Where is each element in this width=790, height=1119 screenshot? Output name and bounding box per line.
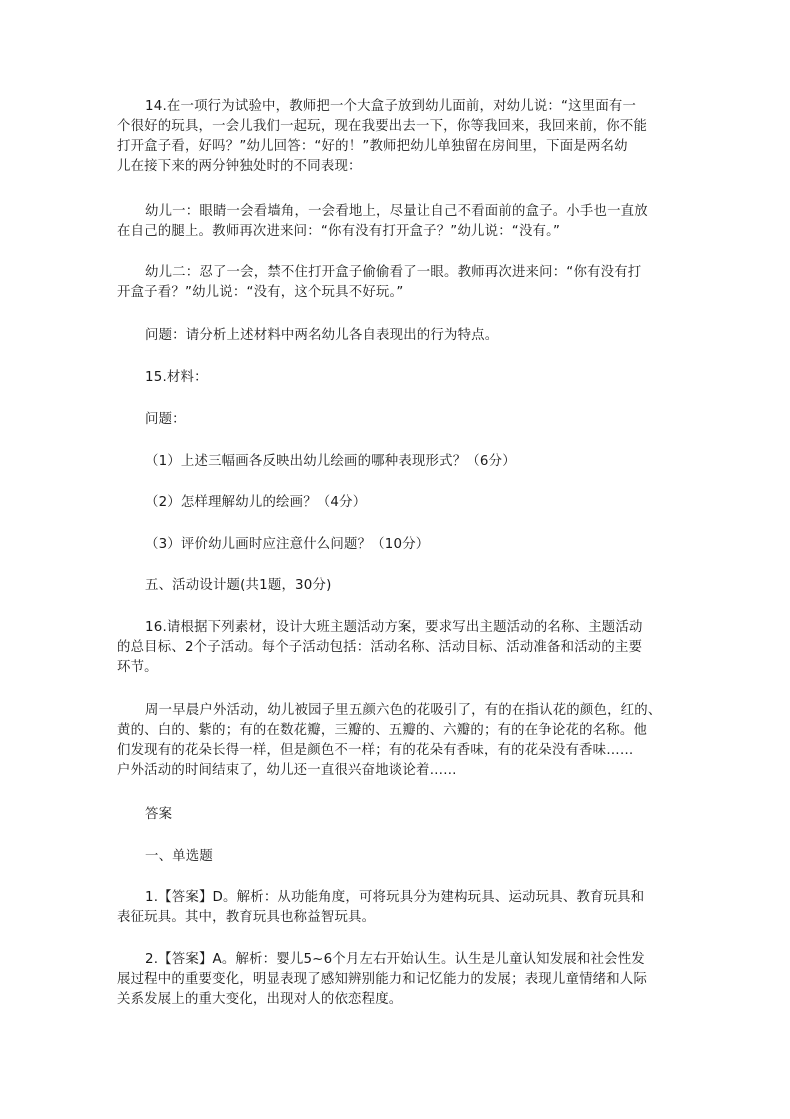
text-line: 打开盒子看，好吗？”幼儿回答：“好的！”教师把幼儿单独留在房间里，下面是两名幼 [117, 139, 628, 154]
text-line: 14.在一项行为试验中，教师把一个大盒子放到幼儿面前，对幼儿说：“这里面有一 [145, 99, 637, 114]
text-line: 的总目标、2个子活动。每个子活动包括：活动名称、活动目标、活动准备和活动的主要 [117, 640, 643, 655]
answer-2 [117, 950, 677, 1010]
answers-heading: 答案 [145, 807, 173, 822]
text-line: 幼儿一：眼睛一会看墙角，一会看地上，尽量让自己不看面前的盒子。小手也一直放 [145, 204, 648, 219]
text-line: 1.【答案】D。解析：从功能角度，可将玩具分为建构玩具、运动玩具、教育玩具和 [145, 890, 645, 905]
text-line: 2.【答案】A。解析：婴儿5~6个月左右开始认生。认生是儿童认知发展和社会性发 [145, 952, 645, 967]
question-15-sub-1: （1）上述三幅画各反映出幼儿绘画的哪种表现形式？（6分） [145, 454, 516, 469]
question-14-prompt [117, 97, 677, 177]
text-line: 开盒子看？”幼儿说：“没有，这个玩具不好玩。” [117, 285, 404, 300]
text-line: 展过程中的重要变化，明显表现了感知辨别能力和记忆能力的发展；表现儿童情绪和人际 [117, 972, 648, 987]
text-line: 黄的、白的、紫的；有的在数花瓣，三瓣的、五瓣的、六瓣的；有的在争论花的名称。他 [117, 723, 648, 738]
text-line: 周一早晨户外活动，幼儿被园子里五颜六色的花吸引了，有的在指认花的颜色，红的、 [145, 703, 662, 718]
text-line: 在自己的腿上。教师再次进来问：“你有没有打开盒子？”幼儿说：“没有。” [117, 224, 561, 239]
text-line: 16.请根据下列素材，设计大班主题活动方案，要求写出主题活动的名称、主题活动 [145, 620, 643, 635]
question-15-sub-2: （2）怎样理解幼儿的绘画？（4分） [145, 495, 367, 510]
question-14-child-one [117, 202, 677, 242]
text-line: 个很好的玩具，一会儿我们一起玩，现在我要出去一下，你等我回来，我回来前，你不能 [117, 119, 648, 134]
text-line: 关系发展上的重大变化，出现对人的依恋程度。 [117, 992, 403, 1007]
text-line: 环节。 [117, 660, 158, 675]
question-15-material: 15.材料： [145, 370, 208, 385]
question-15-sub-3: （3）评价幼儿画时应注意什么问题？（10分） [145, 537, 430, 552]
question-14-question: 问题：请分析上述材料中两名幼儿各自表现出的行为特点。 [145, 328, 499, 343]
text-line: 们发现有的花朵长得一样，但是颜色不一样；有的花朵有香味，有的花朵没有香味…… [117, 743, 634, 758]
section-5-heading: 五、活动设计题(共1题，30分) [145, 578, 332, 593]
text-line: 表征玩具。其中，教育玩具也称益智玩具。 [117, 910, 376, 925]
question-16-material [117, 701, 677, 781]
answer-1 [117, 888, 677, 928]
question-15-question: 问题： [145, 412, 186, 427]
question-16-prompt [117, 618, 677, 678]
answers-section-1-heading: 一、单选题 [145, 849, 213, 864]
question-14-child-two [117, 263, 677, 303]
text-line: 儿在接下来的两分钟独处时的不同表现： [117, 159, 362, 174]
text-line: 幼儿二：忍了一会，禁不住打开盒子偷偷看了一眼。教师再次进来问：“你有没有打 [145, 265, 642, 280]
text-line: 户外活动的时间结束了，幼儿还一直很兴奋地谈论着…… [117, 763, 457, 778]
